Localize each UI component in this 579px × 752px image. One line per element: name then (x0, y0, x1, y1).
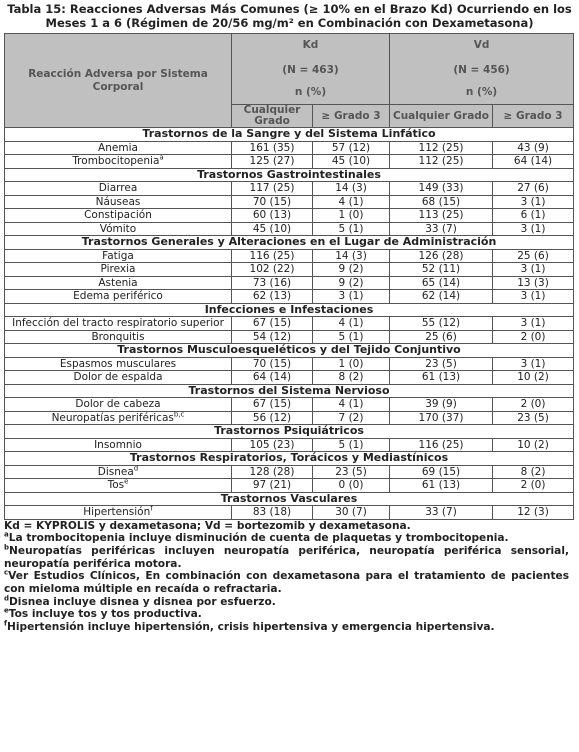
cell-kd-any: 62 (13) (232, 290, 313, 304)
reaction-name (5, 182, 232, 196)
cell-kd-g3: 14 (3) (313, 249, 390, 263)
reaction-name-text: Fatiga (102, 249, 134, 262)
footnote (4, 570, 569, 595)
reaction-name (5, 357, 232, 371)
kd-any-grade-header: Cualquier Grado (232, 105, 313, 128)
footnote-text: Kd = KYPROLIS y dexametasona; Vd = bortezomib y dexametasona. (4, 519, 411, 532)
reaction-name (5, 155, 232, 169)
cell-vd-g3: 10 (2) (493, 438, 574, 452)
reaction-name (5, 141, 232, 155)
cell-vd-any: 52 (11) (390, 263, 493, 277)
cell-vd-any: 55 (12) (390, 317, 493, 331)
vd-header (390, 34, 574, 105)
cell-kd-any: 56 (12) (232, 411, 313, 425)
cell-vd-g3: 64 (14) (493, 155, 574, 169)
reaction-name (5, 276, 232, 290)
reaction-name-text: Hipertensión (83, 506, 151, 518)
footnote-mark: a (4, 530, 9, 539)
cell-kd-g3: 9 (2) (313, 263, 390, 277)
reaction-name-text: Dolor de espalda (73, 371, 163, 383)
footnotes (4, 520, 569, 634)
section-row (5, 452, 574, 466)
footnote (4, 621, 569, 634)
cell-kd-any: 102 (22) (232, 263, 313, 277)
kd-n: (N = 463) (282, 63, 339, 76)
reaction-name (5, 438, 232, 452)
cell-kd-any: 45 (10) (232, 222, 313, 236)
section-title: Trastornos Respiratorios, Torácicos y Mediastínicos (5, 452, 574, 466)
section-title: Trastornos del Sistema Nervioso (5, 384, 574, 398)
reaction-name (5, 465, 232, 479)
cell-kd-g3: 9 (2) (313, 276, 390, 290)
cell-kd-g3: 1 (0) (313, 357, 390, 371)
cell-vd-g3: 3 (1) (493, 222, 574, 236)
cell-kd-any: 125 (27) (232, 155, 313, 169)
reaction-name-text: Dolor de cabeza (75, 398, 161, 410)
cell-vd-g3: 8 (2) (493, 465, 574, 479)
cell-kd-any: 67 (15) (232, 398, 313, 412)
section-row (5, 168, 574, 182)
vd-label: Vd (473, 39, 490, 52)
cell-vd-any: 113 (25) (390, 209, 493, 223)
kd-npct: n (%) (294, 86, 327, 99)
adverse-reactions-table (4, 33, 574, 520)
section-row (5, 384, 574, 398)
footnote-mark: d (4, 594, 10, 603)
table-row (5, 182, 574, 196)
reaction-name-text: Anemia (98, 141, 138, 154)
cell-vd-any: 25 (6) (390, 330, 493, 344)
section-title: Trastornos Psiquiátricos (5, 425, 574, 439)
reaction-name (5, 398, 232, 412)
cell-vd-any: 65 (14) (390, 276, 493, 290)
footnote-marker: d (133, 464, 139, 472)
reaction-name-text: Diarrea (98, 182, 138, 194)
reaction-name (5, 290, 232, 304)
cell-vd-any: 62 (14) (390, 290, 493, 304)
cell-kd-g3: 8 (2) (313, 371, 390, 385)
cell-kd-g3: 1 (0) (313, 209, 390, 223)
cell-vd-g3: 6 (1) (493, 209, 574, 223)
cell-vd-g3: 3 (1) (493, 195, 574, 209)
cell-vd-any: 170 (37) (390, 411, 493, 425)
footnote-marker: b,c (173, 410, 185, 418)
section-row (5, 303, 574, 317)
table-title: Tabla 15: Reacciones Adversas Más Comunes (≥ 10% en el Brazo Kd) Ocurriendo en los Meses 1 a 6 (Régimen de 20/56 mg/m² en Combinación con Dexametasona) (7, 2, 572, 30)
footnote-marker: a (159, 153, 164, 162)
cell-kd-g3: 45 (10) (313, 155, 390, 169)
cell-vd-g3: 2 (0) (493, 479, 574, 493)
vd-grade3-header: ≥ Grado 3 (493, 105, 574, 128)
vd-n: (N = 456) (453, 63, 510, 76)
cell-vd-any: 61 (13) (390, 479, 493, 493)
cell-vd-any: 61 (13) (390, 371, 493, 385)
cell-kd-g3: 14 (3) (313, 182, 390, 196)
reaction-name-text: Vómito (99, 222, 137, 235)
section-row (5, 425, 574, 439)
footnote-text: Hipertensión incluye hipertensión, crisis hipertensiva y emergencia hipertensiva. (7, 621, 495, 634)
footnote-marker: f (150, 504, 153, 513)
kd-grade3-header: ≥ Grado 3 (313, 105, 390, 128)
cell-kd-g3: 3 (1) (313, 290, 390, 304)
footnote-mark: b (4, 543, 10, 552)
reaction-name-text: Tos (107, 479, 125, 491)
reaction-name-text: Espasmos musculares (59, 357, 177, 370)
footnote-mark: e (4, 606, 9, 615)
table-row (5, 195, 574, 209)
reaction-name (5, 249, 232, 263)
reaction-name (5, 209, 232, 223)
section-row (5, 492, 574, 506)
reaction-name (5, 506, 232, 520)
cell-vd-any: 33 (7) (390, 506, 493, 520)
kd-label: Kd (302, 39, 319, 52)
cell-kd-any: 54 (12) (232, 330, 313, 344)
table-row (5, 249, 574, 263)
footnote (4, 596, 569, 609)
table-row (5, 290, 574, 304)
section-title: Trastornos de la Sangre y del Sistema Linfático (5, 128, 574, 142)
kd-header (232, 34, 390, 105)
reaction-name-text: Astenia (98, 276, 138, 289)
footnote-mark: c (4, 568, 9, 577)
cell-vd-g3: 2 (0) (493, 330, 574, 344)
cell-vd-any: 23 (5) (390, 357, 493, 371)
table-row (5, 330, 574, 344)
cell-kd-g3: 23 (5) (313, 465, 390, 479)
reaction-name (5, 479, 232, 493)
section-title: Trastornos Vasculares (5, 492, 574, 506)
cell-kd-any: 64 (14) (232, 371, 313, 385)
cell-kd-any: 105 (23) (232, 438, 313, 452)
reaction-name-text: Disnea (97, 465, 134, 478)
footnote-mark: f (4, 619, 8, 628)
cell-kd-g3: 4 (1) (313, 398, 390, 412)
cell-vd-any: 39 (9) (390, 398, 493, 412)
table-row (5, 276, 574, 290)
reaction-name-text: Pirexia (100, 263, 136, 275)
reaction-name (5, 263, 232, 277)
table-row (5, 155, 574, 169)
cell-kd-any: 117 (25) (232, 182, 313, 196)
vd-any-grade-header: Cualquier Grado (390, 105, 493, 128)
reaction-name (5, 195, 232, 209)
footnote (4, 520, 569, 533)
footnote-text: Ver Estudios Clínicos, En combinación con dexametasona para el tratamiento de pacientes con mieloma múltiple en recaída o refractaria. (4, 570, 569, 596)
cell-vd-g3: 23 (5) (493, 411, 574, 425)
cell-vd-any: 69 (15) (390, 465, 493, 479)
cell-kd-g3: 5 (1) (313, 438, 390, 452)
cell-vd-g3: 3 (1) (493, 357, 574, 371)
cell-vd-g3: 3 (1) (493, 290, 574, 304)
cell-kd-g3: 0 (0) (313, 479, 390, 493)
cell-vd-g3: 3 (1) (493, 263, 574, 277)
footnote-text: Tos incluye tos y tos productiva. (8, 608, 202, 621)
header-row-top (5, 34, 574, 105)
cell-kd-any: 73 (16) (232, 276, 313, 290)
reaction-name-text: Edema periférico (73, 290, 163, 302)
reaction-name (5, 371, 232, 385)
reaction-name-text: Neuropatías periféricas (51, 411, 174, 424)
section-title: Trastornos Generales y Alteraciones en el Lugar de Administración (5, 236, 574, 250)
cell-kd-any: 97 (21) (232, 479, 313, 493)
cell-kd-g3: 5 (1) (313, 222, 390, 236)
cell-kd-any: 67 (15) (232, 317, 313, 331)
cell-kd-g3: 30 (7) (313, 506, 390, 520)
cell-vd-any: 112 (25) (390, 141, 493, 155)
footnote (4, 545, 569, 570)
table-row (5, 141, 574, 155)
cell-vd-g3: 3 (1) (493, 317, 574, 331)
footnote-marker: e (124, 477, 129, 486)
cell-vd-g3: 2 (0) (493, 398, 574, 412)
section-title: Trastornos Gastrointestinales (5, 168, 574, 182)
cell-vd-g3: 12 (3) (493, 506, 574, 520)
table-row (5, 357, 574, 371)
reaction-name (5, 317, 232, 331)
section-row (5, 344, 574, 358)
footnote (4, 532, 569, 545)
section-title: Trastornos Musculoesqueléticos y del Tejido Conjuntivo (5, 344, 574, 358)
reaction-name-text: Bronquitis (91, 330, 145, 343)
reaction-name (5, 411, 232, 425)
cell-kd-any: 83 (18) (232, 506, 313, 520)
cell-kd-any: 70 (15) (232, 195, 313, 209)
cell-kd-g3: 4 (1) (313, 317, 390, 331)
table-row (5, 209, 574, 223)
table-row (5, 479, 574, 493)
table-row (5, 438, 574, 452)
table-row (5, 411, 574, 425)
cell-vd-g3: 13 (3) (493, 276, 574, 290)
section-row (5, 236, 574, 250)
cell-vd-any: 149 (33) (390, 182, 493, 196)
row-label-header: Reacción Adversa por Sistema Corporal (5, 34, 232, 128)
cell-vd-g3: 25 (6) (493, 249, 574, 263)
cell-vd-g3: 10 (2) (493, 371, 574, 385)
table-row (5, 371, 574, 385)
reaction-name-text: Insomnio (94, 438, 142, 451)
section-row (5, 128, 574, 142)
reaction-name (5, 222, 232, 236)
reaction-name (5, 330, 232, 344)
footnote-text: La trombocitopenia incluye disminución de cuenta de plaquetas y trombocitopenia. (8, 532, 509, 545)
reaction-name-text: Náuseas (95, 195, 141, 208)
reaction-name-text: Trombocitopenia (72, 155, 160, 167)
cell-kd-any: 128 (28) (232, 465, 313, 479)
cell-kd-g3: 5 (1) (313, 330, 390, 344)
table-row (5, 263, 574, 277)
section-title: Infecciones e Infestaciones (5, 303, 574, 317)
table-row (5, 317, 574, 331)
footnote-text: Neuropatías periféricas incluyen neuropatía periférica, neuropatía periférica sensorial, neuropatía periférica motora. (4, 544, 569, 570)
cell-kd-g3: 7 (2) (313, 411, 390, 425)
cell-kd-any: 116 (25) (232, 249, 313, 263)
cell-vd-g3: 43 (9) (493, 141, 574, 155)
footnote-text: Disnea incluye disnea y disnea por esfuerzo. (9, 595, 276, 608)
cell-kd-any: 70 (15) (232, 357, 313, 371)
table-row (5, 506, 574, 520)
cell-kd-any: 161 (35) (232, 141, 313, 155)
reaction-name-text: Infección del tracto respiratorio superior (12, 317, 224, 329)
cell-vd-any: 116 (25) (390, 438, 493, 452)
footnote (4, 608, 569, 621)
cell-vd-any: 112 (25) (390, 155, 493, 169)
reaction-name-text: Constipación (84, 209, 152, 221)
cell-vd-any: 126 (28) (390, 249, 493, 263)
cell-kd-any: 60 (13) (232, 209, 313, 223)
cell-kd-g3: 4 (1) (313, 195, 390, 209)
cell-vd-any: 33 (7) (390, 222, 493, 236)
table-row (5, 222, 574, 236)
cell-vd-any: 68 (15) (390, 195, 493, 209)
cell-vd-g3: 27 (6) (493, 182, 574, 196)
cell-kd-g3: 57 (12) (313, 141, 390, 155)
table-row (5, 398, 574, 412)
vd-npct: n (%) (465, 86, 498, 99)
table-row (5, 465, 574, 479)
